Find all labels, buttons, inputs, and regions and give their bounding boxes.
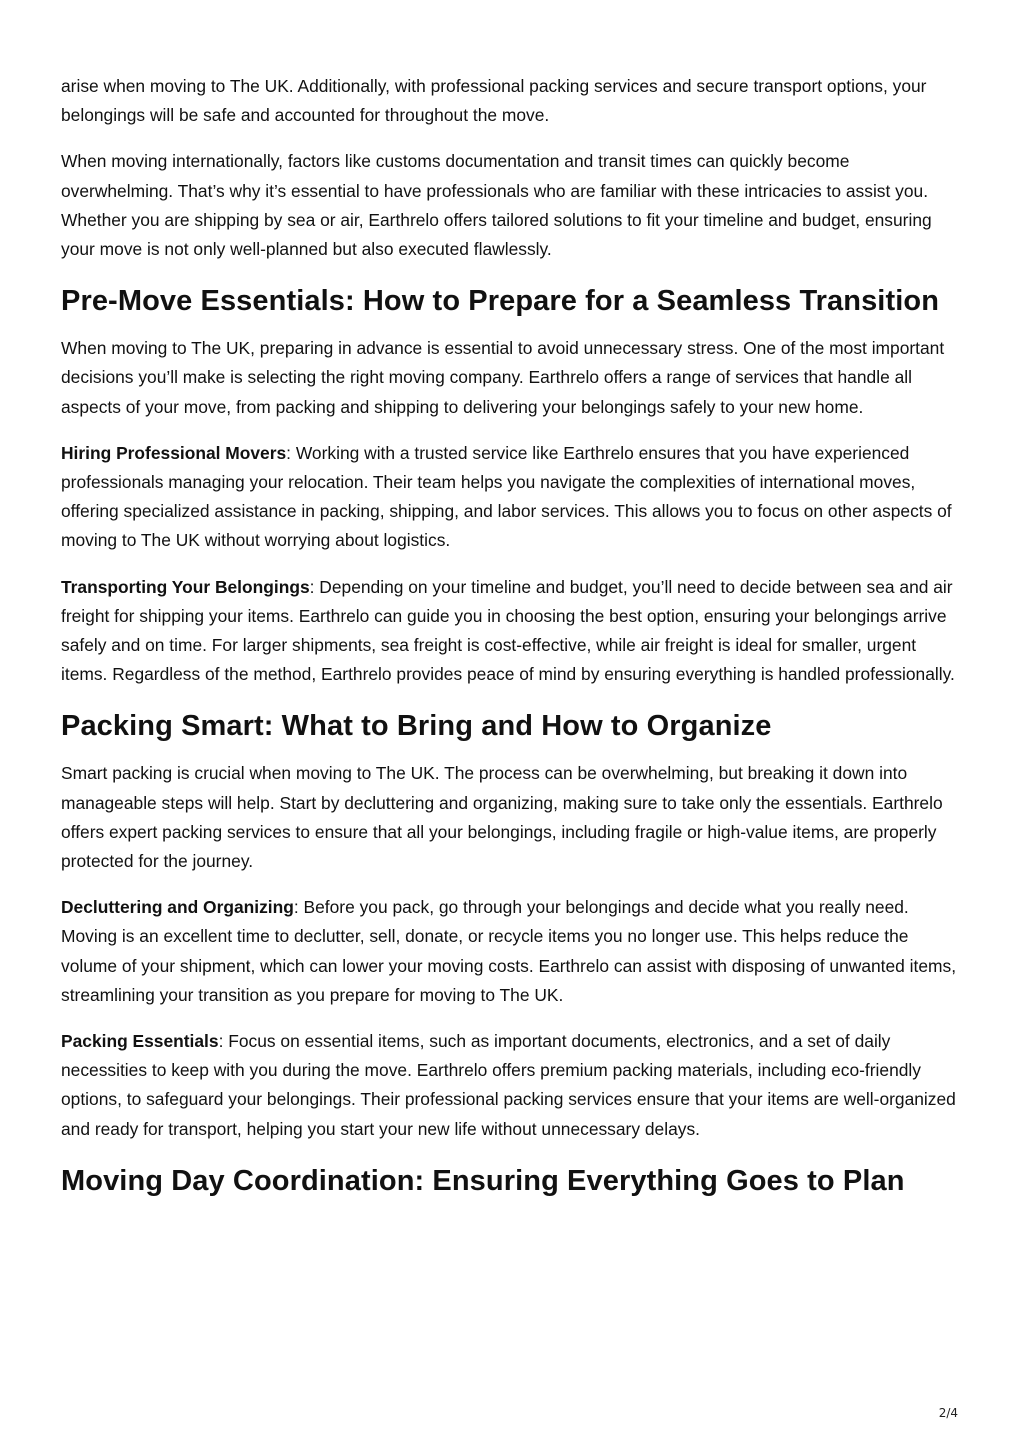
hiring-movers-lead: Hiring Professional Movers bbox=[61, 442, 287, 463]
page-number: 2/4 bbox=[938, 1406, 958, 1420]
section-heading-premove: Pre-Move Essentials: How to Prepare for a Seamless Transition bbox=[61, 285, 940, 318]
section-heading-moving-day: Moving Day Coordination: Ensuring Everything Goes to Plan bbox=[61, 1164, 905, 1197]
transporting-lead: Transporting Your Belongings bbox=[61, 576, 310, 597]
packing-essentials-paragraph bbox=[61, 1027, 966, 1144]
packing-essentials-text: : Focus on essential items, such as important documents, electronics, and a set of daily necessities to keep with you during the move. Earthrelo offers premium packing materials, including eco-friendly options, to safeguard your belongings. Their professional packing services ensure that your items are well-organized and ready for transport, helping you start your new life without unnecessary delays. bbox=[61, 1031, 956, 1139]
transporting-paragraph bbox=[61, 573, 966, 690]
decluttering-text: : Before you pack, go through your belongings and decide what you really need. Moving is an excellent time to declutter, sell, donate, or recycle items you no longer use. This helps reduce the volume of your shipment, which can lower your moving costs. Earthrelo can assist with disposing of unwanted items, streamlining your transition as you prepare for moving to The UK. bbox=[61, 897, 957, 1005]
premove-paragraph-1: When moving to The UK, preparing in advance is essential to avoid unnecessary stress. One of the most important decisions you’ll make is selecting the right moving company. Earthrelo offers a range of services that handle all aspects of your move, from packing and shipping to delivering your belongings safely to your new home. bbox=[61, 338, 945, 417]
packing-essentials-lead: Packing Essentials bbox=[61, 1031, 219, 1052]
intro-paragraph-2: When moving internationally, factors like customs documentation and transit times can quickly become overwhelming. That’s why it’s essential to have professionals who are familiar with these intricacies to assist you. Whether you are shipping by sea or air, Earthrelo offers tailored solutions to fit your timeline and budget, ensuring your move is not only well-planned but also executed flawlessly. bbox=[61, 151, 932, 260]
decluttering-paragraph bbox=[61, 893, 966, 1010]
packing-paragraph-1: Smart packing is crucial when moving to The UK. The process can be overwhelming, but breaking it down into manageable steps will help. Start by decluttering and organizing, making sure to take only the essentials. Earthrelo offers expert packing services to ensure that all your belongings, including fragile or high-value items, are properly protected for the journey. bbox=[61, 763, 943, 872]
transporting-text: : Depending on your timeline and budget, you’ll need to decide between sea and air freight for shipping your items. Earthrelo can guide you in choosing the best option, ensuring your belongings arrive safely and on time. For larger shipments, sea freight is cost-effective, while air freight is ideal for smaller, urgent items. Regardless of the method, Earthrelo provides peace of mind by ensuring everything is handled professionally. bbox=[61, 576, 955, 685]
hiring-movers-text: : Working with a trusted service like Earthrelo ensures that you have experienced professionals managing your relocation. Their team helps you navigate the complexities of international moves, offering specialized assistance in packing, shipping, and labor services. This allows you to focus on other aspects of moving to The UK without worrying about logistics. bbox=[61, 442, 952, 551]
section-heading-packing: Packing Smart: What to Bring and How to Organize bbox=[61, 710, 772, 743]
hiring-movers-paragraph bbox=[61, 439, 966, 556]
intro-paragraph-1: arise when moving to The UK. Additionally, with professional packing services and secure transport options, your belongings will be safe and accounted for throughout the move. bbox=[61, 76, 927, 126]
decluttering-lead: Decluttering and Organizing bbox=[61, 897, 294, 918]
document-page bbox=[61, 72, 966, 1214]
